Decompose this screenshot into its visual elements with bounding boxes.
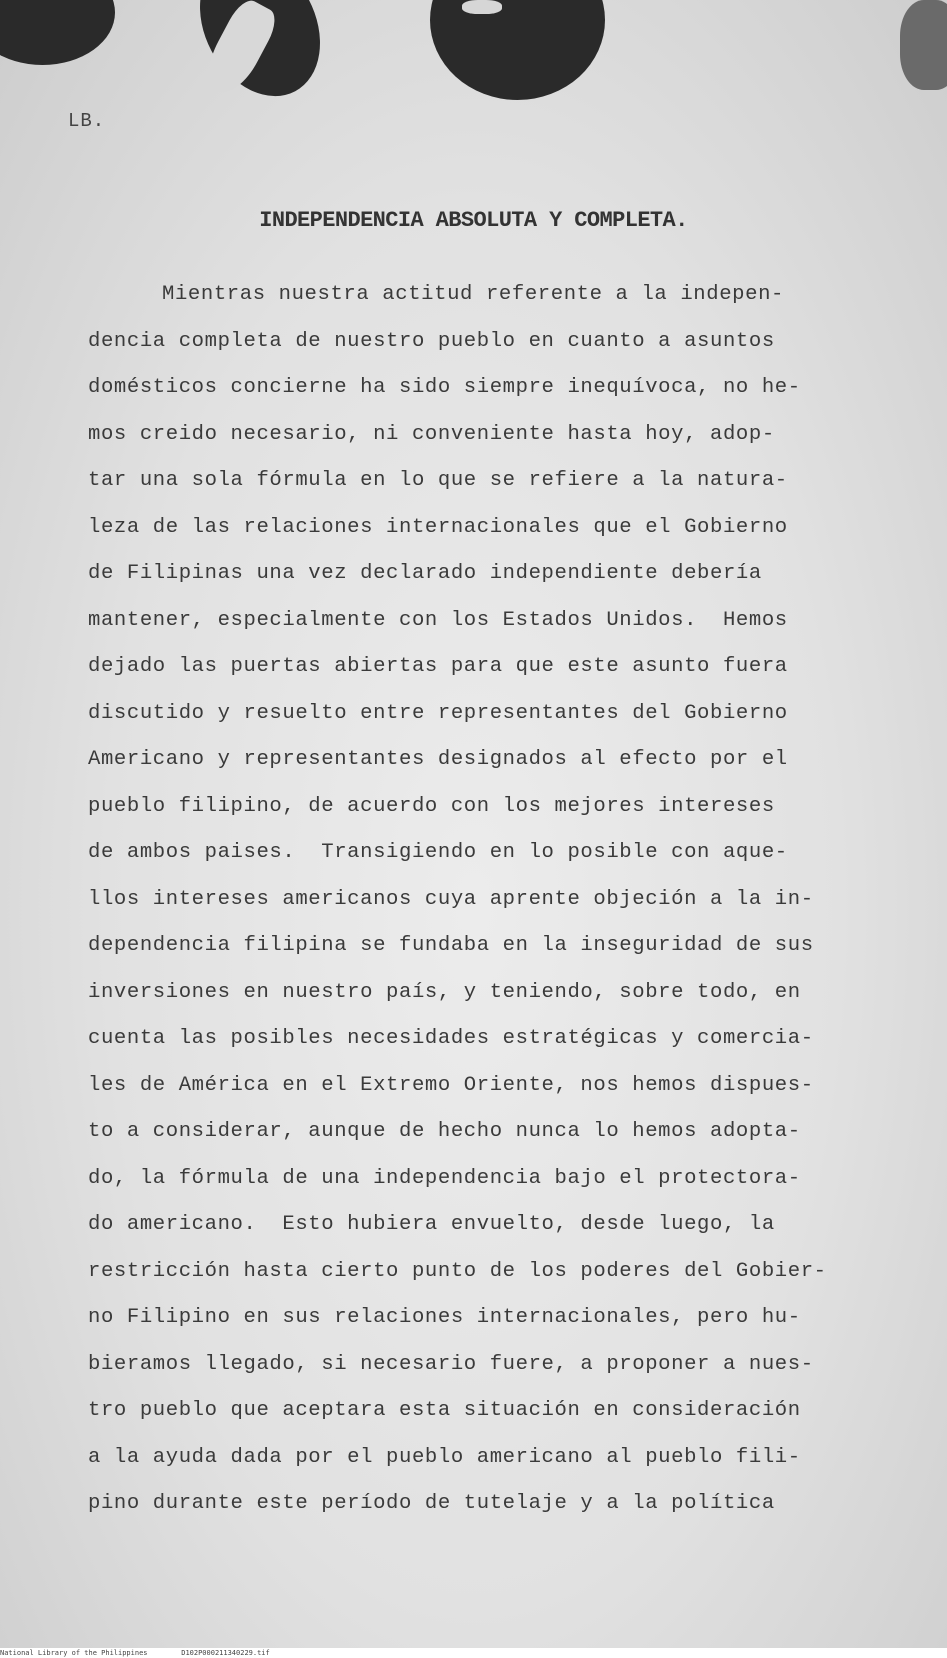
text-line: mos creido necesario, ni conveniente hasta hoy, adop-	[88, 422, 775, 446]
text-line: to a considerar, aunque de hecho nunca lo hemos adopta-	[88, 1120, 801, 1143]
text-line: de ambos paises. Transigiendo en lo posible con aque-	[88, 841, 788, 864]
text-line: de Filipinas una vez declarado independiente debería	[88, 562, 762, 585]
body-text	[88, 272, 947, 1528]
text-line: no Filipino en sus relaciones internacionales, pero hu-	[88, 1306, 801, 1329]
text-line: leza de las relaciones internacionales que el Gobierno	[88, 515, 788, 539]
reference-mark: LB.	[68, 110, 106, 132]
text-line: discutido y resuelto entre representantes del Gobierno	[88, 701, 788, 725]
text-line: pueblo filipino, de acuerdo con los mejores intereses	[88, 794, 775, 818]
edge-shadow	[900, 0, 947, 90]
text-line: mantener, especialmente con los Estados Unidos. Hemos	[88, 608, 788, 632]
text-line: bieramos llegado, si necesario fuere, a proponer a nues-	[88, 1352, 814, 1376]
text-line: inversiones en nuestro país, y teniendo, sobre todo, en	[88, 980, 801, 1004]
text-line: cuenta las posibles necesidades estratégicas y comercia-	[88, 1027, 814, 1050]
text-line: dependencia filipina se fundaba en la inseguridad de sus	[88, 934, 814, 957]
text-line: tro pueblo que aceptara esta situación en consideración	[88, 1399, 801, 1422]
archive-footer	[0, 1648, 947, 1658]
text-line: domésticos concierne ha sido siempre inequívoca, no he-	[88, 376, 801, 399]
finger-shadow	[0, 0, 115, 65]
finger-highlight	[462, 0, 502, 14]
text-line: Mientras nuestra actitud referente a la indepen-	[162, 283, 784, 306]
finger-shadow	[430, 0, 605, 100]
text-line: llos intereses americanos cuya aprente objeción a la in-	[88, 887, 814, 911]
document-title: INDEPENDENCIA ABSOLUTA Y COMPLETA.	[259, 208, 688, 233]
text-line: tar una sola fórmula en lo que se refiere a la natura-	[88, 469, 788, 492]
text-line: restricción hasta cierto punto de los poderes del Gobier-	[88, 1259, 827, 1283]
text-line: a la ayuda dada por el pueblo americano al pueblo fili-	[88, 1445, 801, 1469]
text-line: do americano. Esto hubiera envuelto, desde luego, la	[88, 1213, 775, 1236]
footer-source: National Library of the Philippines	[0, 1649, 148, 1657]
text-line: les de América en el Extremo Oriente, nos hemos dispues-	[88, 1073, 814, 1097]
text-line: dejado las puertas abiertas para que este asunto fuera	[88, 655, 788, 678]
text-line: Americano y representantes designados al efecto por el	[88, 748, 788, 771]
text-line: pino durante este período de tutelaje y a la política	[88, 1492, 775, 1515]
footer-file-id: D102P000211340229.tif	[181, 1649, 270, 1657]
text-line: do, la fórmula de una independencia bajo el protectora-	[88, 1166, 801, 1190]
text-line: dencia completa de nuestro pueblo en cuanto a asuntos	[88, 329, 775, 353]
